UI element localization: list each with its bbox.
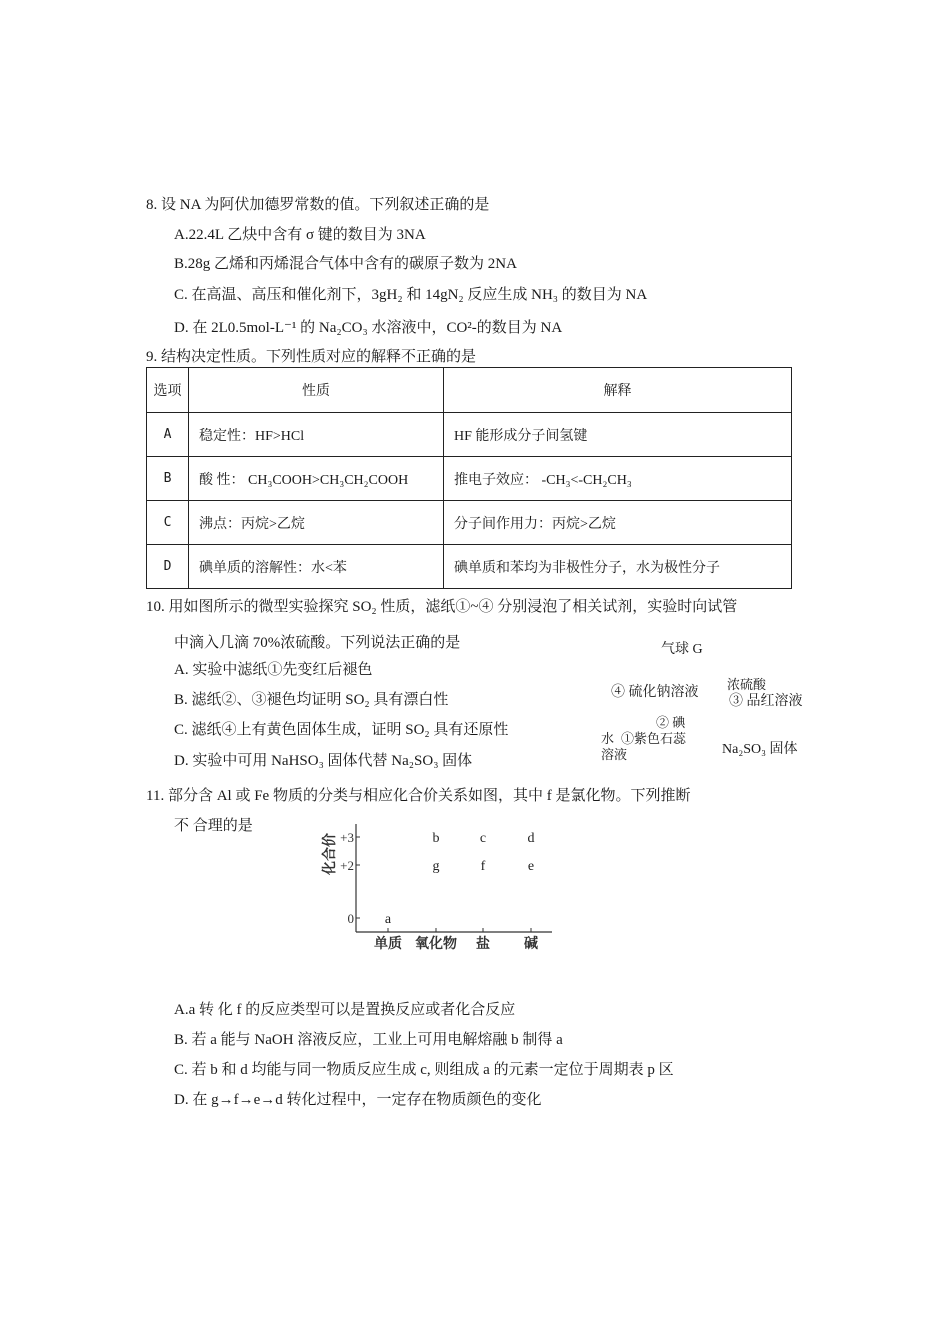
row-option: B — [147, 457, 189, 501]
row-explanation: 碘单质和苯均为非极性分子，水为极性分子 — [444, 545, 792, 589]
q11-option-d: D. 在 g→f→e→d 转化过程中，一定存在物质颜色的变化 — [174, 1092, 542, 1108]
q10-option-b: B. 滤纸②、③褪色均证明 SO₂ 具有漂白性 — [174, 692, 449, 708]
header-property: 性质 — [189, 368, 444, 413]
q9-table — [146, 367, 792, 589]
header-explanation: 解释 — [444, 368, 792, 413]
header-option: 选项 — [147, 368, 189, 413]
table-row — [147, 501, 792, 545]
label-balloon: 气球 G — [661, 642, 703, 657]
y-tick-label: 0 — [347, 911, 354, 926]
q11-stem-line2: 不 合理的是 — [174, 818, 253, 834]
x-tick-label: 单质 — [374, 936, 402, 952]
label-water: 水 — [601, 731, 615, 746]
x-tick-label: 碱 — [524, 936, 538, 952]
table-row — [147, 413, 792, 457]
row-option: C — [147, 501, 189, 545]
label-solution: 溶液 — [601, 747, 628, 762]
table-row — [147, 545, 792, 589]
x-tick-label: 氧化物 — [415, 936, 457, 952]
q8-option-c: C. 在高温、高压和催化剂下，3gH₂ 和 14gN₂ 反应生成 NH₃ 的数目为 NA — [174, 287, 648, 303]
q8-option-a: A.22.4L 乙炔中含有 σ 键的数目为 3NA — [174, 227, 426, 243]
row-option: A — [147, 413, 189, 457]
y-tick-label: +2 — [340, 858, 354, 873]
chart-point-d: d — [527, 831, 535, 846]
chart-point-b: b — [432, 831, 440, 846]
x-tick-label: 盐 — [476, 936, 490, 952]
chart-point-f: f — [480, 859, 486, 874]
label-filter-paper-1: ①紫色石蕊 — [621, 731, 687, 746]
q8-stem: 8. 设 NA 为阿伏加德罗常数的值。下列叙述正确的是 — [146, 197, 490, 213]
q10-option-d: D. 实验中可用 NaHSO₃ 固体代替 Na₂SO₃ 固体 — [174, 753, 473, 769]
table-row — [147, 457, 792, 501]
chart-point-g: g — [432, 859, 440, 874]
chart-point-c: c — [479, 831, 487, 846]
q8-option-b: B.28g 乙烯和丙烯混合气体中含有的碳原子数为 2NA — [174, 256, 517, 272]
row-option: D — [147, 545, 189, 589]
q10-stem-line2: 中滴入几滴 70%浓硫酸。下列说法正确的是 — [174, 635, 461, 651]
q9-stem: 9. 结构决定性质。下列性质对应的解释不正确的是 — [146, 349, 477, 365]
q10-option-a: A. 实验中滤纸①先变红后褪色 — [174, 662, 373, 678]
row-property: 碘单质的溶解性：水<苯 — [189, 545, 444, 589]
chart-point-e: e — [527, 859, 535, 874]
row-explanation: 分子间作用力：丙烷>乙烷 — [444, 501, 792, 545]
q11-valence-chart — [318, 824, 558, 956]
q10-option-c: C. 滤纸④上有黄色固体生成，证明 SO₂ 具有还原性 — [174, 722, 509, 738]
q8-option-d: D. 在 2L0.5mol-L⁻¹ 的 Na₂CO₃ 水溶液中，CO²-的数目为 NA — [174, 320, 563, 336]
chart-point-a: a — [384, 912, 392, 927]
q10-stem-line1: 10. 用如图所示的微型实验探究 SO₂ 性质，滤纸①~④ 分别浸泡了相关试剂，实验时向试管 — [146, 599, 738, 615]
y-axis-label: 化合价 — [322, 833, 338, 875]
table-header-row — [147, 368, 792, 413]
q11-option-b: B. 若 a 能与 NaOH 溶液反应，工业上可用电解熔融 b 制得 a — [174, 1032, 563, 1048]
y-tick-label: +3 — [340, 830, 354, 845]
q11-stem-line1: 11. 部分含 Al 或 Fe 物质的分类与相应化合价关系如图，其中 f 是氯化物。下列推断 — [146, 788, 691, 804]
row-explanation: 推电子效应： -CH₃<-CH₂CH₃ — [444, 457, 792, 501]
label-concentrated-acid: 浓硫酸 — [727, 677, 767, 692]
q11-option-a: A.a 转 化 f 的反应类型可以是置换反应或者化合反应 — [174, 1002, 516, 1018]
label-solid: Na₂SO₃ 固体 — [722, 742, 798, 757]
row-explanation: HF 能形成分子间氢键 — [444, 413, 792, 457]
label-filter-paper-4: ④ 硫化钠溶液 — [611, 685, 699, 700]
label-filter-paper-2: ② 碘 — [656, 715, 686, 730]
row-property: 稳定性：HF>HCl — [189, 413, 444, 457]
row-property: 酸 性： CH₃COOH>CH₃CH₂COOH — [189, 457, 444, 501]
q11-option-c: C. 若 b 和 d 均能与同一物质反应生成 c, 则组成 a 的元素一定位于周期表 p 区 — [174, 1062, 674, 1078]
label-filter-paper-3: ③ 品红溶液 — [729, 694, 803, 709]
row-property: 沸点：丙烷>乙烷 — [189, 501, 444, 545]
